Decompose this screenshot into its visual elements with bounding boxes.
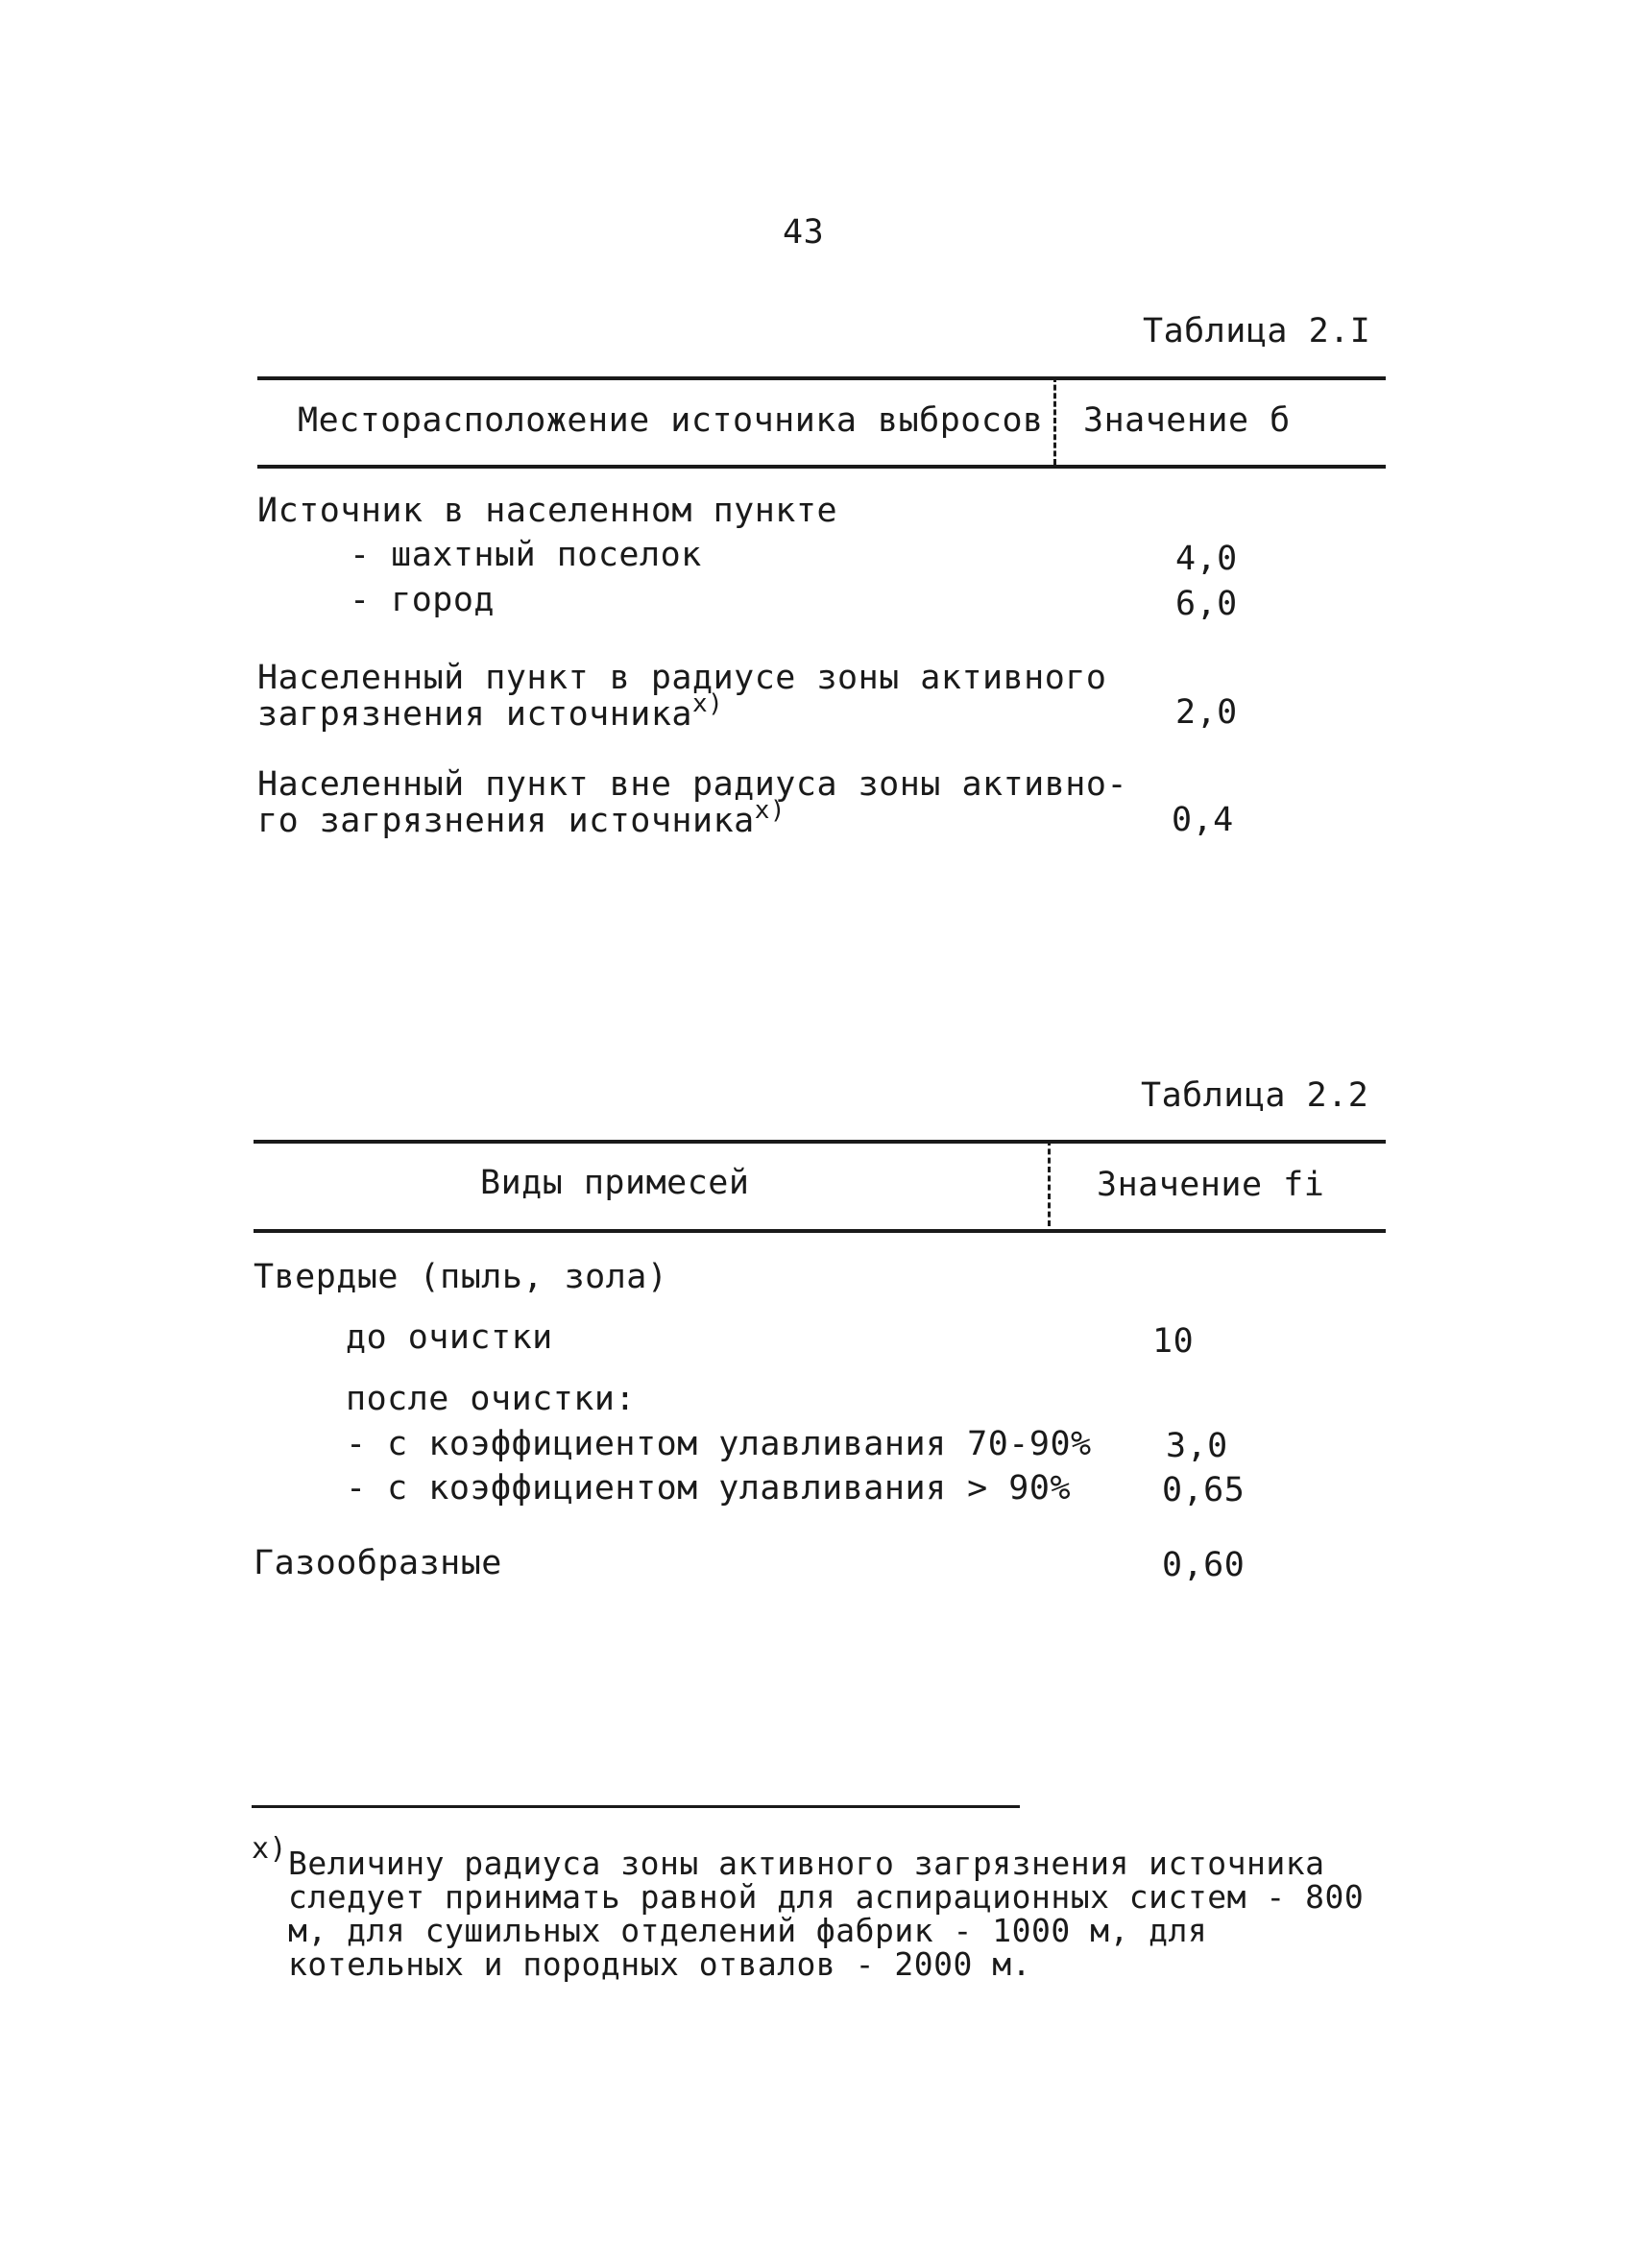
table1-row3-value: 0,4 [1172,801,1234,839]
table2-top-rule [254,1140,1386,1144]
table2-after-row-value: 3,0 [1166,1427,1228,1465]
footnote-rule [252,1805,1020,1808]
table1-caption: Таблица 2.I [1143,312,1371,350]
table2-header-value: Значение fi [1097,1166,1325,1204]
table2-after-label: после очистки: [346,1380,637,1418]
table1-row2-label [257,660,1106,736]
table1-top-rule [257,376,1386,380]
table2-after-row-value: 0,65 [1162,1471,1246,1509]
table2-after-row-label: - с коэффициентом улавливания > 90% [346,1469,1072,1508]
table2-group-solid: Твердые (пыль, зола) [254,1258,668,1296]
page-number: 43 [783,213,825,252]
table2-header-divider [1048,1140,1051,1226]
table1-row2-value: 2,0 [1175,693,1238,732]
footnote-ref: x) [692,689,724,718]
table1-row2-line2: загрязнения источника [257,695,693,734]
table2-before-value: 10 [1152,1322,1195,1361]
table2-gas-value: 0,60 [1162,1546,1246,1584]
table1-row3-line2-wrap [257,796,1127,842]
table1-row-value: 6,0 [1175,585,1238,623]
table1-row2-line1: Населенный пункт в радиусе зоны активного [257,659,1107,697]
table2-before-label: до очистки [346,1318,553,1357]
table2-gas-label: Газообразные [254,1544,502,1582]
table2-header-type: Виды примесей [480,1164,750,1202]
table1-header-value: Значение б [1083,401,1291,440]
table1-header-rule [257,465,1386,469]
footnote-ref: x) [754,796,786,825]
table1-row-label: - шахтный поселок [350,536,702,574]
table2-header-rule [254,1229,1386,1233]
table1-row-label: - город [350,581,496,619]
table1-row3-line2: го загрязнения источника [257,802,755,840]
table1-group-label: Источник в населенном пункте [257,492,838,530]
footnote-mark: x) [252,1832,288,1866]
table1-row3-line1: Населенный пункт вне радиуса зоны активно- [257,765,1128,804]
table1-row2-line2-wrap [257,689,1106,736]
table1-row3-label [257,766,1127,842]
table1-row-value: 4,0 [1175,540,1238,578]
footnote-text: Величину радиуса зоны активного загрязнения источника следует принимать равной для аспирационных систем - 800 м, для сушильных отделений фабрик - 1000 м, для котельных и породных отвалов - 2000 м. [288,1845,1365,1983]
table1-header-divider [1053,376,1056,465]
table2-after-row-label: - с коэффициентом улавливания 70-90% [346,1425,1092,1463]
table2-caption: Таблица 2.2 [1141,1076,1369,1115]
table1-header-location: Месторасположение источника выбросов [298,401,1044,440]
